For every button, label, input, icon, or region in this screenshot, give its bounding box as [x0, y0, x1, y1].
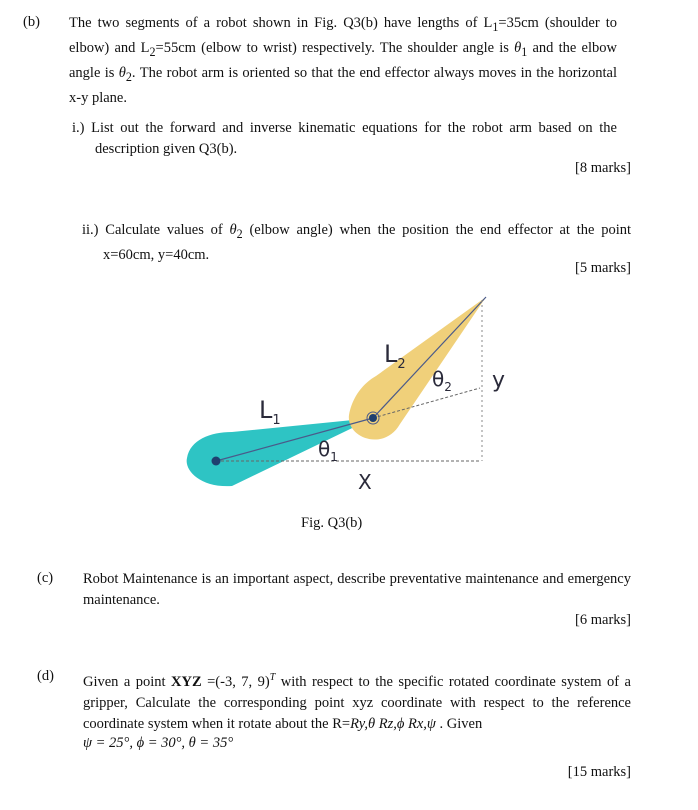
label-theta1: $\theta_1$ [318, 437, 338, 464]
section-b-text: The two segments of a robot shown in Fig. Q3(b) have lengths of $L_1=35cm$ (shoulder to elbow) and $L_2=55cm$ (elbow to wrist) respectively. The shoulder angle is $\theta_1$ and the elbow angle is $\theta_2$. The robot arm is oriented so that the end effector always moves in the horizontal x-y plane. [69, 15, 618, 106]
section-c-text: Robot Maintenance is an important aspect, describe preventative maintenance and emergency maintenance. [83, 571, 631, 608]
question-b-ii: ii.) Calculate values of $\theta_2$ (elbow angle) when the position the end effector at the point x=60cm, y=40cm. [82, 222, 631, 263]
question-b-i-marks: [8 marks] [575, 160, 631, 176]
figure-caption: Fig. Q3(b) [301, 515, 363, 531]
section-c-marks: [6 marks] [575, 612, 631, 628]
section-d-given-values: ψ = 25°, ϕ = 30°, θ = 35° [83, 735, 234, 751]
label-y: y [492, 368, 506, 393]
label-x: X [358, 470, 372, 494]
question-b-ii-marks: [5 marks] [575, 260, 631, 276]
link-1-shape [187, 418, 373, 486]
section-d-marks: [15 marks] [567, 764, 631, 780]
question-b-i: i.) List out the forward and inverse kinematic equations for the robot arm based on the description given Q3(b). [72, 120, 617, 157]
elbow-joint [369, 414, 377, 422]
label-l1: $L_1$ [259, 396, 281, 428]
section-c-label: (c) [37, 570, 54, 586]
section-d-text: Given a point XYZ =(-3, 7, 9)$^T$ with respect to the specific rotated coordinate system of a gripper, Calculate the corresponding point xyz coordinate with respect to the reference coordinate system when it rotate about the R=Ry,θ Rz,ϕ Rx,ψ . Given [83, 672, 631, 732]
label-l2: $L_2$ [384, 340, 406, 372]
section-b-label: (b) [23, 14, 40, 30]
shoulder-joint [212, 457, 221, 466]
section-d-label: (d) [37, 668, 54, 684]
label-theta2: $\theta_2$ [432, 367, 452, 394]
